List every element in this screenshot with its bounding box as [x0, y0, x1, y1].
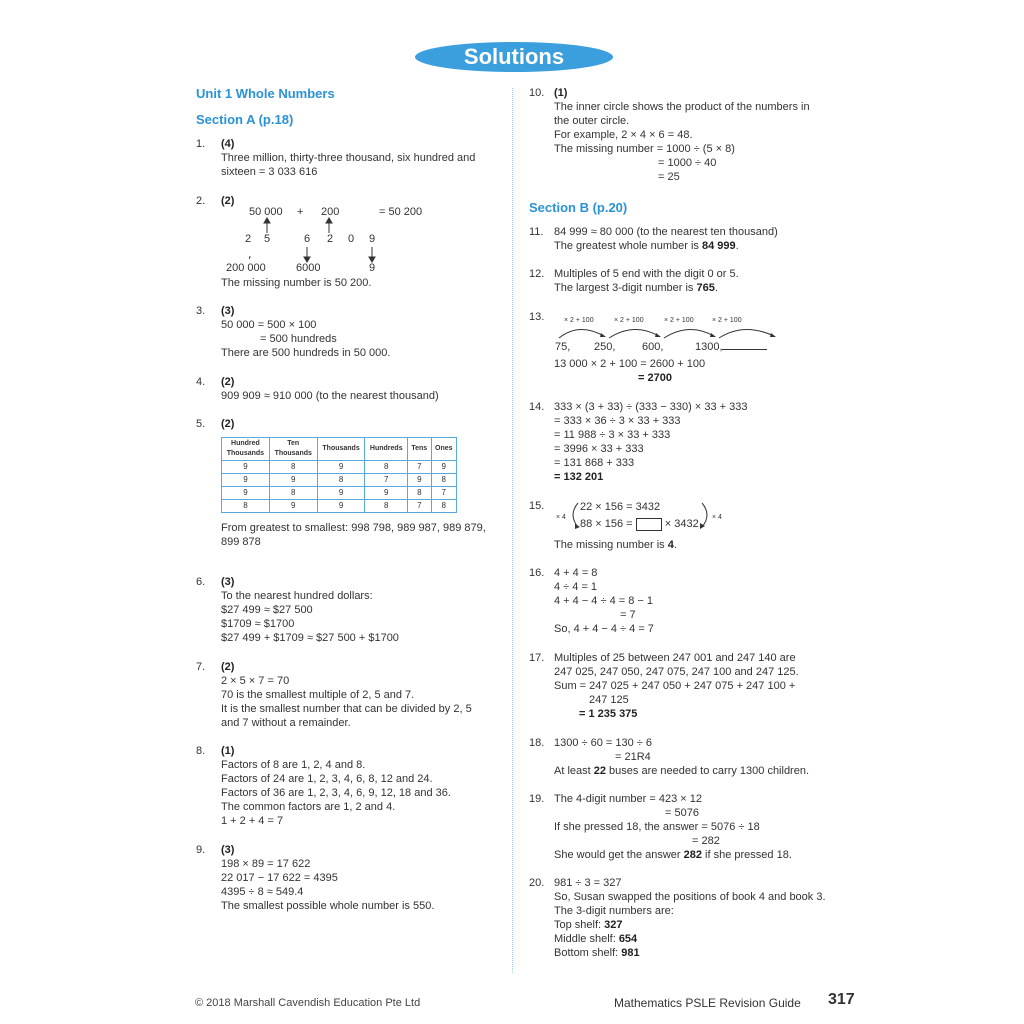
answer-choice: (2) — [221, 195, 235, 207]
solution-line: and 7 without a remainder. — [221, 717, 351, 729]
question-number: 12. — [529, 268, 545, 280]
operation-label: × 2 + 100 — [614, 317, 644, 324]
top-shelf-line: Top shelf: 327 — [554, 919, 623, 931]
solution-line: 2 × 5 × 7 = 70 — [221, 675, 290, 687]
solution-line: For example, 2 × 4 × 6 = 48. — [554, 129, 693, 141]
middle-shelf-line: Middle shelf: 654 — [554, 933, 638, 945]
solution-line: The 3-digit numbers are: — [554, 905, 674, 917]
solution-line: So, 4 + 4 − 4 ÷ 4 = 7 — [554, 623, 654, 635]
operation-label: × 2 + 100 — [712, 317, 742, 324]
solution-line: $27 499 ≈ $27 500 — [221, 604, 313, 616]
answer-choice: (2) — [221, 376, 235, 388]
question-number: 11. — [529, 226, 544, 238]
bottom-shelf-line: Bottom shelf: 981 — [554, 947, 640, 959]
solution-line: 4 ÷ 4 = 1 — [554, 581, 598, 593]
sequence-term: 1300, — [695, 341, 723, 353]
solution-line: Sum = 247 025 + 247 050 + 247 075 + 247 100 + — [554, 680, 796, 692]
solution-line: 899 878 — [221, 536, 261, 548]
answer-choice: (3) — [221, 305, 235, 317]
section-a-heading: Section A (p.18) — [196, 112, 294, 127]
solution-line: The missing number is 4. — [554, 539, 677, 551]
solution-line: 4395 ÷ 8 ≈ 549.4 — [221, 886, 304, 898]
answer-choice: (2) — [221, 661, 235, 673]
question-number: 19. — [529, 793, 545, 805]
solution-line: = 500 hundreds — [260, 333, 337, 345]
term: 50 000 — [249, 206, 283, 218]
solution-line: Factors of 8 are 1, 2, 4 and 8. — [221, 759, 366, 771]
unit-heading: Unit 1 Whole Numbers — [196, 86, 335, 101]
solution-line: 909 909 ≈ 910 000 (to the nearest thousand) — [221, 390, 439, 402]
solution-line: $27 499 + $1709 ≈ $27 500 + $1700 — [221, 632, 399, 644]
answer-choice: (3) — [221, 844, 235, 856]
multiplier-label: × 4 — [712, 514, 722, 521]
column-divider — [512, 88, 513, 973]
solution-line: 22 017 − 17 622 = 4395 — [221, 872, 338, 884]
table-row: 8 9 9 8 7 8 — [222, 500, 457, 513]
solution-line: 84 999 ≈ 80 000 (to the nearest ten thousand) — [554, 226, 778, 238]
column-header: Hundred Thousands — [222, 438, 270, 461]
answer-choice: (2) — [221, 418, 235, 430]
solution-line: = 131 868 + 333 — [554, 457, 635, 469]
operation-label: × 2 + 100 — [664, 317, 694, 324]
solution-line: 247 025, 247 050, 247 075, 247 100 and 247 125. — [554, 666, 799, 678]
question-number: 14. — [529, 401, 545, 413]
solution-line: The common factors are 1, 2 and 4. — [221, 801, 396, 813]
solution-line: The greatest whole number is 84 999. — [554, 240, 739, 252]
value: 200 000 — [226, 262, 266, 274]
question-number: 2. — [196, 195, 206, 207]
solution-line: sixteen = 3 033 616 — [221, 166, 318, 178]
solution-line: 198 × 89 = 17 622 — [221, 858, 311, 870]
question-number: 13. — [529, 311, 545, 323]
copyright-notice: © 2018 Marshall Cavendish Education Pte Ltd — [195, 997, 421, 1009]
solution-line: 4 + 4 − 4 ÷ 4 = 8 − 1 — [554, 595, 653, 607]
solution-line: The 4-digit number = 423 × 12 — [554, 793, 702, 805]
solution-line: = 5076 — [665, 807, 699, 819]
column-header: Tens — [408, 438, 432, 461]
solution-line: 333 × (3 + 33) ÷ (333 − 330) × 33 + 333 — [554, 401, 748, 413]
question-number: 6. — [196, 576, 206, 588]
table-row: 9 8 9 8 7 9 — [222, 461, 457, 474]
digit: 9 — [369, 233, 376, 245]
sequence-term: 75, — [555, 341, 571, 353]
blank-line — [722, 349, 767, 350]
sequence-arrows-icon — [554, 322, 794, 342]
solution-line: The inner circle shows the product of the numbers in — [554, 101, 810, 113]
sequence-term: 600, — [642, 341, 664, 353]
solution-line: The missing number is 50 200. — [221, 277, 372, 289]
answer-choice: (1) — [221, 745, 235, 757]
table-row: 9 9 8 7 9 8 — [222, 474, 457, 487]
solution-line: The smallest possible whole number is 550. — [221, 900, 435, 912]
solution-line: At least 22 buses are needed to carry 1300 children. — [554, 765, 810, 777]
question-number: 16. — [529, 567, 545, 579]
digit: 6 — [304, 233, 311, 245]
value: 9 — [369, 262, 376, 274]
answer-choice: (1) — [554, 87, 568, 99]
missing-number-box — [636, 518, 662, 531]
solution-line: From greatest to smallest: 998 798, 989 987, 989 879, — [221, 522, 486, 534]
solution-line: She would get the answer 282 if she pressed 18. — [554, 849, 792, 861]
plus-sign: + — [297, 206, 304, 218]
result: = 50 200 — [379, 206, 423, 218]
solution-line: 981 ÷ 3 = 327 — [554, 877, 622, 889]
question-number: 17. — [529, 652, 545, 664]
solution-line: 4 + 4 = 8 — [554, 567, 598, 579]
solution-line: = 333 × 36 ÷ 3 × 33 + 333 — [554, 415, 681, 427]
digit: 5 — [264, 233, 271, 245]
question-number: 10. — [529, 87, 545, 99]
solution-line: = 11 988 ÷ 3 × 33 + 333 — [554, 429, 671, 441]
solution-line: There are 500 hundreds in 50 000. — [221, 347, 391, 359]
column-header: Ten Thousands — [269, 438, 317, 461]
digit: 2 — [245, 233, 252, 245]
solution-line: 1 + 2 + 4 = 7 — [221, 815, 284, 827]
digit: 2 — [327, 233, 334, 245]
question-number: 4. — [196, 376, 206, 388]
question-number: 15. — [529, 500, 545, 512]
solution-line: It is the smallest number that can be divided by 2, 5 — [221, 703, 472, 715]
question-number: 20. — [529, 877, 545, 889]
solution-line: The largest 3-digit number is 765. — [554, 282, 718, 294]
sequence-term: 250, — [594, 341, 616, 353]
solution-line: Three million, thirty-three thousand, six hundred and — [221, 152, 476, 164]
page-title: Solutions — [415, 42, 613, 72]
book-title: Mathematics PSLE Revision Guide — [614, 996, 801, 1010]
solution-line: If she pressed 18, the answer = 5076 ÷ 18 — [554, 821, 760, 833]
solution-line: = 3996 × 33 + 333 — [554, 443, 644, 455]
table-row: 9 8 9 9 8 7 — [222, 487, 457, 500]
term: 200 — [321, 206, 340, 218]
solution-line: 50 000 = 500 × 100 — [221, 319, 317, 331]
solution-line: = 1 235 375 — [579, 708, 638, 720]
solution-line: = 132 201 — [554, 471, 604, 483]
solution-line: = 7 — [620, 609, 636, 621]
solution-line: The missing number = 1000 ÷ (5 × 8) — [554, 143, 735, 155]
place-value-table — [221, 437, 457, 513]
equation: 22 × 156 = 3432 — [580, 501, 661, 513]
solution-line: 247 125 — [589, 694, 629, 706]
solution-line: Multiples of 5 end with the digit 0 or 5. — [554, 268, 739, 280]
multiplier-label: × 4 — [556, 514, 566, 521]
solution-line: Factors of 24 are 1, 2, 3, 4, 6, 8, 12 and 24. — [221, 773, 433, 785]
column-header: Thousands — [317, 438, 365, 461]
solution-line: To the nearest hundred dollars: — [221, 590, 373, 602]
solution-line: Factors of 36 are 1, 2, 3, 4, 6, 9, 12, 18 and 36. — [221, 787, 451, 799]
page-number: 317 — [828, 991, 855, 1008]
question-number: 3. — [196, 305, 206, 317]
solution-line: 13 000 × 2 + 100 = 2600 + 100 — [554, 358, 706, 370]
question-number: 5. — [196, 418, 206, 430]
value: 6000 — [296, 262, 321, 274]
question-number: 8. — [196, 745, 206, 757]
answer-choice: (4) — [221, 138, 235, 150]
question-number: 18. — [529, 737, 545, 749]
solution-line: = 2700 — [638, 372, 672, 384]
column-header: Ones — [431, 438, 456, 461]
column-header: Hundreds — [365, 438, 408, 461]
solution-line: Multiples of 25 between 247 001 and 247 140 are — [554, 652, 796, 664]
solution-line: the outer circle. — [554, 115, 630, 127]
question-number: 9. — [196, 844, 206, 856]
question-number: 7. — [196, 661, 206, 673]
digit: 0 — [348, 233, 355, 245]
solution-line: $1709 ≈ $1700 — [221, 618, 295, 630]
equation: 88 × 156 = × 3432 — [580, 518, 699, 530]
answer-choice: (3) — [221, 576, 235, 588]
operation-label: × 2 + 100 — [564, 317, 594, 324]
section-b-heading: Section B (p.20) — [529, 200, 628, 215]
right-arrow-icon — [699, 501, 713, 529]
solution-line: = 25 — [658, 171, 680, 183]
solution-line: = 21R4 — [615, 751, 651, 763]
solution-line: 1300 ÷ 60 = 130 ÷ 6 — [554, 737, 653, 749]
solution-line: 70 is the smallest multiple of 2, 5 and 7. — [221, 689, 415, 701]
question-number: 1. — [196, 138, 206, 150]
solution-line: = 282 — [692, 835, 720, 847]
solution-line: So, Susan swapped the positions of book 4 and book 3. — [554, 891, 826, 903]
solution-line: = 1000 ÷ 40 — [658, 157, 717, 169]
